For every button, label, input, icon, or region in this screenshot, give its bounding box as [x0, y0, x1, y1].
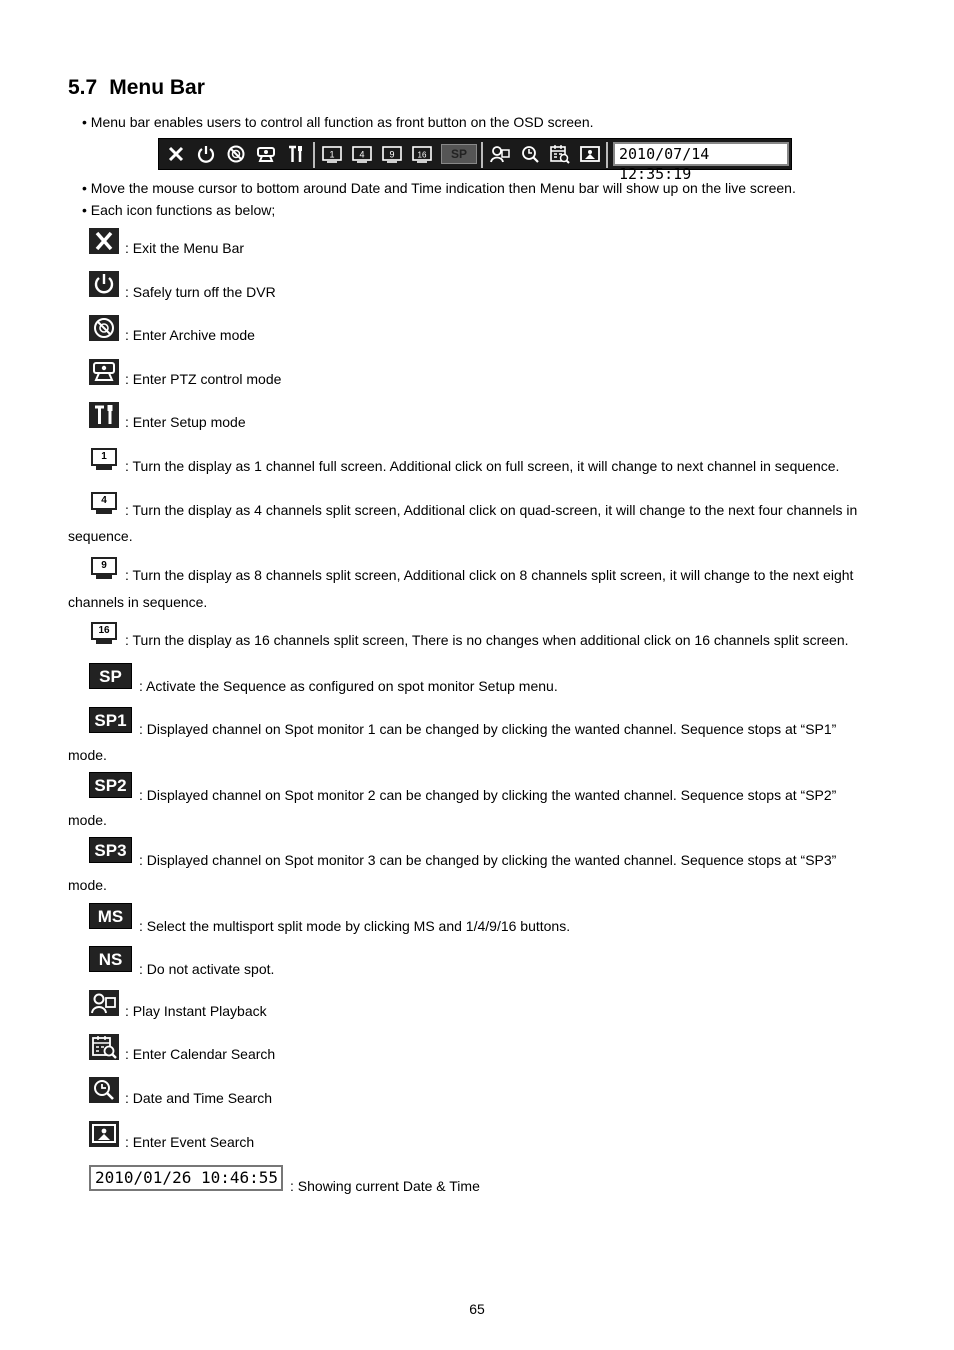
setup-icon	[89, 402, 119, 428]
svg-text:9: 9	[389, 149, 395, 160]
item-setup-text: : Enter Setup mode	[125, 414, 246, 430]
item-sp-text: : Activate the Sequence as configured on spot monitor Setup menu.	[139, 678, 558, 694]
item-calendar-text: : Enter Calendar Search	[125, 1046, 276, 1062]
item-ch4-text: : Turn the display as 4 channels split screen, Additional click on quad-screen, it will change to the next four channels in	[125, 502, 858, 518]
menu-bar	[158, 138, 792, 183]
bullet-each-icon: • Each icon functions as below;	[82, 202, 276, 218]
item-ptz-text: : Enter PTZ control mode	[125, 371, 282, 387]
svg-text:4: 4	[359, 149, 365, 160]
event-icon	[89, 1121, 119, 1147]
ch4-icon[interactable]	[351, 143, 373, 165]
item-sp1-text: : Displayed channel on Spot monitor 1 can be changed by clicking the wanted channel. Sequence stops at “SP1”	[139, 721, 837, 737]
item-ch8-cont: channels in sequence.	[68, 594, 208, 610]
item-power-text: : Safely turn off the DVR	[125, 284, 276, 300]
menu-separator	[606, 142, 608, 168]
archive-icon[interactable]	[225, 143, 247, 165]
playback-icon	[89, 990, 119, 1016]
page-number: 65	[469, 1301, 485, 1317]
power-icon[interactable]	[195, 143, 217, 165]
item-datetime-text: : Showing current Date & Time	[290, 1178, 480, 1194]
svg-text:1: 1	[329, 149, 335, 160]
playback-icon[interactable]	[489, 143, 511, 165]
ch9-icon[interactable]	[381, 143, 403, 165]
ptz-icon[interactable]	[255, 143, 277, 165]
ch16-icon[interactable]	[411, 143, 433, 165]
item-ch1-text: : Turn the display as 1 channel full screen. Additional click on full screen, it will change to next channel in sequence.	[125, 458, 840, 474]
item-playback-text: : Play Instant Playback	[125, 1003, 267, 1019]
ch4-label: 4	[91, 492, 117, 510]
close-icon	[89, 228, 119, 254]
calendar-icon[interactable]	[549, 143, 571, 165]
time-search-icon[interactable]	[519, 143, 541, 165]
item-event-text: : Enter Event Search	[125, 1134, 255, 1150]
ch9-icon	[89, 556, 119, 580]
bullet-mouse: • Move the mouse cursor to bottom around Date and Time indication then Menu bar will show up on the live screen.	[82, 180, 796, 196]
item-sp3-cont: mode.	[68, 877, 107, 893]
item-sp2-text: : Displayed channel on Spot monitor 2 can be changed by clicking the wanted channel. Sequence stops at “SP2”	[139, 787, 837, 803]
item-exit-text: : Exit the Menu Bar	[125, 240, 245, 256]
ch1-label: 1	[91, 448, 117, 466]
ms-icon: MS	[89, 903, 132, 929]
sp1-icon: SP1	[89, 707, 132, 733]
setup-icon[interactable]	[285, 143, 307, 165]
item-ch4-cont: sequence.	[68, 528, 133, 544]
power-icon	[89, 271, 119, 297]
sp-icon: SP	[89, 663, 132, 689]
item-ns-text: : Do not activate spot.	[139, 961, 275, 977]
ch1-icon[interactable]	[321, 143, 343, 165]
bullet-intro: • Menu bar enables users to control all function as front button on the OSD screen.	[82, 114, 594, 130]
menu-bar-datetime[interactable]: 2010/07/14 12:35:19	[613, 142, 789, 166]
section-title	[68, 76, 205, 100]
sp3-icon: SP3	[89, 837, 132, 863]
section-number: 5.7	[68, 76, 98, 99]
item-sp3-text: : Displayed channel on Spot monitor 3 can be changed by clicking the wanted channel. Sequence stops at “SP3”	[139, 852, 837, 868]
ch16-icon	[89, 621, 119, 645]
section-title-text: Menu Bar	[109, 76, 205, 99]
item-archive-text: : Enter Archive mode	[125, 327, 255, 343]
item-ch8-text: : Turn the display as 8 channels split screen, Additional click on 8 channels split screen, it will change to the next eight	[125, 567, 854, 583]
close-icon[interactable]	[165, 143, 187, 165]
time-search-icon	[89, 1077, 119, 1103]
item-timesearch-text: : Date and Time Search	[125, 1090, 273, 1106]
sp-icon[interactable]: SP	[441, 144, 477, 164]
ptz-icon	[89, 359, 119, 385]
archive-icon	[89, 315, 119, 341]
event-icon[interactable]	[579, 143, 601, 165]
item-sp2-cont: mode.	[68, 812, 107, 828]
ch9-label: 9	[91, 557, 117, 575]
item-ms-text: : Select the multisport split mode by clicking MS and 1/4/9/16 buttons.	[139, 918, 571, 934]
menu-separator	[481, 142, 483, 168]
ns-icon: NS	[89, 946, 132, 972]
item-sp1-cont: mode.	[68, 747, 107, 763]
item-ch16-text: : Turn the display as 16 channels split screen, There is no changes when additional click on 16 channels split screen.	[125, 632, 849, 648]
menu-separator	[313, 142, 315, 168]
sp2-icon: SP2	[89, 772, 132, 798]
datetime-display: 2010/01/26 10:46:55	[89, 1165, 283, 1191]
ch1-icon	[89, 447, 119, 471]
ch4-icon	[89, 491, 119, 515]
ch16-label: 16	[91, 622, 117, 640]
calendar-icon	[89, 1034, 119, 1060]
svg-text:16: 16	[417, 150, 427, 160]
